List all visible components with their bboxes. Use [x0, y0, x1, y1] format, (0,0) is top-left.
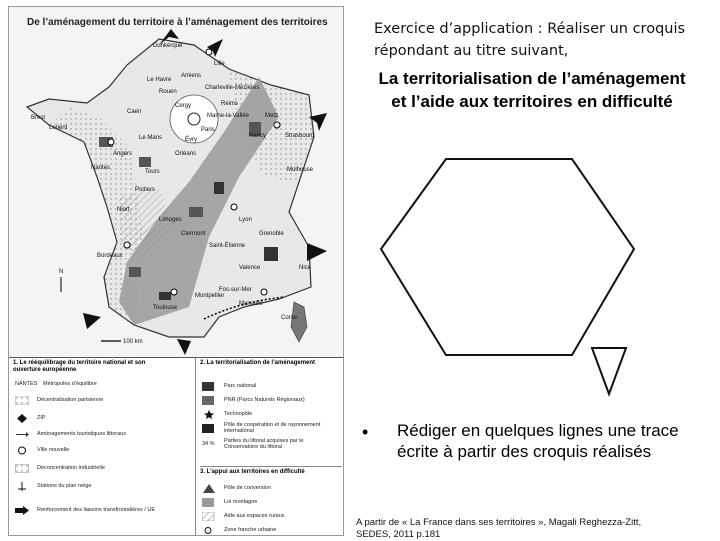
- metropole-marker: [231, 204, 237, 210]
- map-label: Orléans: [175, 151, 197, 157]
- map-label: Clermont: [181, 231, 206, 237]
- metropole-marker: [108, 139, 114, 145]
- task-instruction: Rédiger en quelques lignes une trace écrite à partir des croquis réalisés: [397, 421, 679, 461]
- map-label: Tours: [145, 169, 160, 175]
- exercise-instruction: [352, 18, 712, 62]
- map-label: Rouen: [159, 89, 177, 95]
- source-citation: [356, 517, 716, 541]
- liaison-arrow-southwest: [83, 313, 101, 329]
- north-label: N: [59, 269, 64, 275]
- legend-item: [202, 510, 285, 522]
- map-label: Mulhouse: [287, 167, 314, 173]
- regional-park: [189, 207, 203, 217]
- legend-item: [15, 444, 69, 456]
- map-label: Cergy: [175, 103, 192, 109]
- big-arrow-icon: [15, 506, 29, 515]
- legend-item: [202, 394, 305, 406]
- map-label: Niort: [117, 207, 130, 213]
- legend-text: Pôle de coopération et de rayonnement international: [224, 422, 321, 434]
- legend-item: [15, 504, 167, 516]
- map-label: Charleville-Mézières: [205, 85, 260, 91]
- exercise-line-2: répondant au titre suivant,: [374, 43, 569, 59]
- legend-item: [202, 380, 256, 392]
- circle-icon: [15, 446, 29, 455]
- legend-code: NANTES: [15, 381, 38, 387]
- metropole-marker: [124, 242, 130, 248]
- legend-item: [15, 378, 97, 390]
- map-title: De l’aménagement du territoire à l’aménagement des territoires: [27, 17, 328, 28]
- map-label: Toulouse: [153, 305, 178, 311]
- legend-heading: 3. L’appui aux territoires en difficulté: [200, 466, 342, 476]
- snow-station-icon: [15, 482, 29, 491]
- legend-text: Zone franche urbaine: [224, 527, 277, 533]
- croquis-title: [352, 67, 712, 113]
- national-park-icon: [202, 382, 216, 391]
- legend-text: ZIP: [37, 415, 46, 421]
- metropole-marker: [261, 289, 267, 295]
- legend-item: [202, 408, 252, 420]
- map-label: Brest: [31, 115, 46, 121]
- map-label: Lille: [214, 61, 225, 67]
- map-label: Lorient: [49, 125, 68, 131]
- map-label: Angers: [113, 151, 133, 157]
- legend-text: Métropoles d’équilibre: [43, 381, 97, 387]
- map-label: Valence: [239, 265, 261, 271]
- map-label: Reims: [221, 101, 239, 107]
- legend-item: [15, 394, 103, 406]
- metropole-marker: [206, 49, 212, 55]
- map-legend: [9, 357, 344, 536]
- corsica: [291, 302, 307, 342]
- map-label: Amiens: [181, 73, 202, 79]
- legend-section-2-3: [195, 358, 344, 536]
- pole-icon: [202, 424, 216, 433]
- france-map: [9, 7, 344, 362]
- legend-section-1: [9, 358, 194, 536]
- dots-icon: [15, 396, 29, 405]
- legend-item: [202, 438, 332, 450]
- map-label: Caen: [127, 109, 142, 115]
- map-label: Metz: [265, 113, 279, 119]
- dotted-box-icon: [15, 464, 29, 473]
- national-park: [159, 292, 171, 300]
- legend-item: [15, 412, 46, 424]
- national-park: [264, 247, 278, 261]
- legend-text: Aide aux espaces ruraux: [224, 513, 285, 519]
- exercise-line-1: Exercice d’application : Réaliser un croquis: [374, 21, 686, 37]
- diamond-icon: [15, 414, 29, 423]
- arrow-icon: [15, 430, 29, 439]
- map-label: Dunkerque: [153, 43, 183, 49]
- legend-item: [15, 480, 91, 492]
- legend-item: [202, 496, 257, 508]
- regional-park-icon: [202, 396, 216, 405]
- legend-item: [202, 482, 271, 494]
- legend-text: Loi montagne: [224, 499, 258, 505]
- legend-text: Pôle de conversion: [224, 485, 271, 491]
- regional-park: [139, 157, 151, 167]
- legend-heading: 2. La territorialisation de l’aménagement: [200, 360, 316, 366]
- map-label: Le Mans: [139, 135, 163, 141]
- triangle-icon: [202, 484, 216, 493]
- legend-item: [202, 524, 276, 536]
- liaison-arrow-south: [177, 339, 191, 355]
- legend-text: Aménagements touristiques littoraux: [37, 431, 126, 437]
- map-label: Marseille: [239, 301, 264, 307]
- mountain-icon: [202, 498, 216, 507]
- hexagon-france-frame: [381, 159, 634, 355]
- map-label: Paris: [201, 127, 215, 133]
- task-bullet: •: [362, 422, 369, 442]
- national-park: [214, 182, 224, 194]
- metropole-marker: [274, 122, 280, 128]
- map-label: Nancy: [249, 133, 267, 139]
- legend-item: [202, 422, 334, 434]
- map-label: Strasbourg: [285, 133, 315, 139]
- source-line-2: SEDES, 2011 p.181: [356, 529, 441, 540]
- legend-heading: 1. Le rééquilibrage du territoire national et son ouverture européenne: [13, 360, 146, 373]
- map-figure: [8, 6, 344, 536]
- map-label: Saint-Étienne: [209, 243, 246, 249]
- star-icon: [202, 410, 216, 419]
- map-label: Grenoble: [259, 231, 284, 237]
- paris-core: [188, 113, 200, 125]
- map-label: Bordeaux: [97, 253, 123, 259]
- liaison-arrow-southeast: [307, 243, 327, 261]
- legend-code: 34 %: [202, 441, 215, 447]
- map-label: Marne-la-Vallée: [207, 113, 249, 119]
- map-label: Montpellier: [195, 293, 225, 299]
- map-label: Le Havre: [147, 77, 172, 83]
- source-line-1: A partir de « La France dans ses territoires », Magali Reghezza-Zitt,: [356, 517, 642, 528]
- scale-label: 100 km: [123, 339, 143, 345]
- legend-item: [15, 462, 105, 474]
- legend-text: PNR (Parcs Naturels Régionaux): [224, 397, 305, 403]
- legend-item: [15, 428, 126, 440]
- exercise-heading: [352, 18, 712, 113]
- legend-text: Parc national: [224, 383, 257, 389]
- legend-text: Décentralisation parisienne: [37, 397, 104, 403]
- map-label: Corse: [281, 315, 298, 321]
- legend-text: Parties du littoral acquises par le Conservatoire du littoral: [224, 438, 304, 450]
- legend-text: Stations du plan neige: [37, 483, 92, 489]
- map-label: Fos-sur-Mer: [219, 287, 252, 293]
- regional-park: [129, 267, 141, 277]
- croquis-template: [370, 150, 670, 400]
- title-line-2: et l’aide aux territoires en difficulté: [391, 92, 673, 111]
- map-label: Lyon: [239, 217, 252, 223]
- map-label: Poitiers: [135, 187, 156, 193]
- metropole-marker: [171, 289, 177, 295]
- triangle-corsica-frame: [592, 348, 626, 394]
- map-label: Nice: [299, 265, 312, 271]
- legend-text: Ville nouvelle: [37, 447, 70, 453]
- legend-text: Déconcentration industrielle: [37, 465, 105, 471]
- map-label: Évry: [185, 137, 197, 143]
- urban-zone-icon: [202, 526, 216, 535]
- title-line-1: La territorialisation de l’aménagement: [378, 69, 686, 88]
- map-label: Limoges: [159, 217, 182, 223]
- legend-text: Renforcement des liaisons transfrontalières / UE: [37, 507, 155, 513]
- map-label: Nantes: [91, 165, 111, 171]
- hatch-icon: [202, 512, 216, 521]
- legend-text: Technopôle: [224, 411, 253, 417]
